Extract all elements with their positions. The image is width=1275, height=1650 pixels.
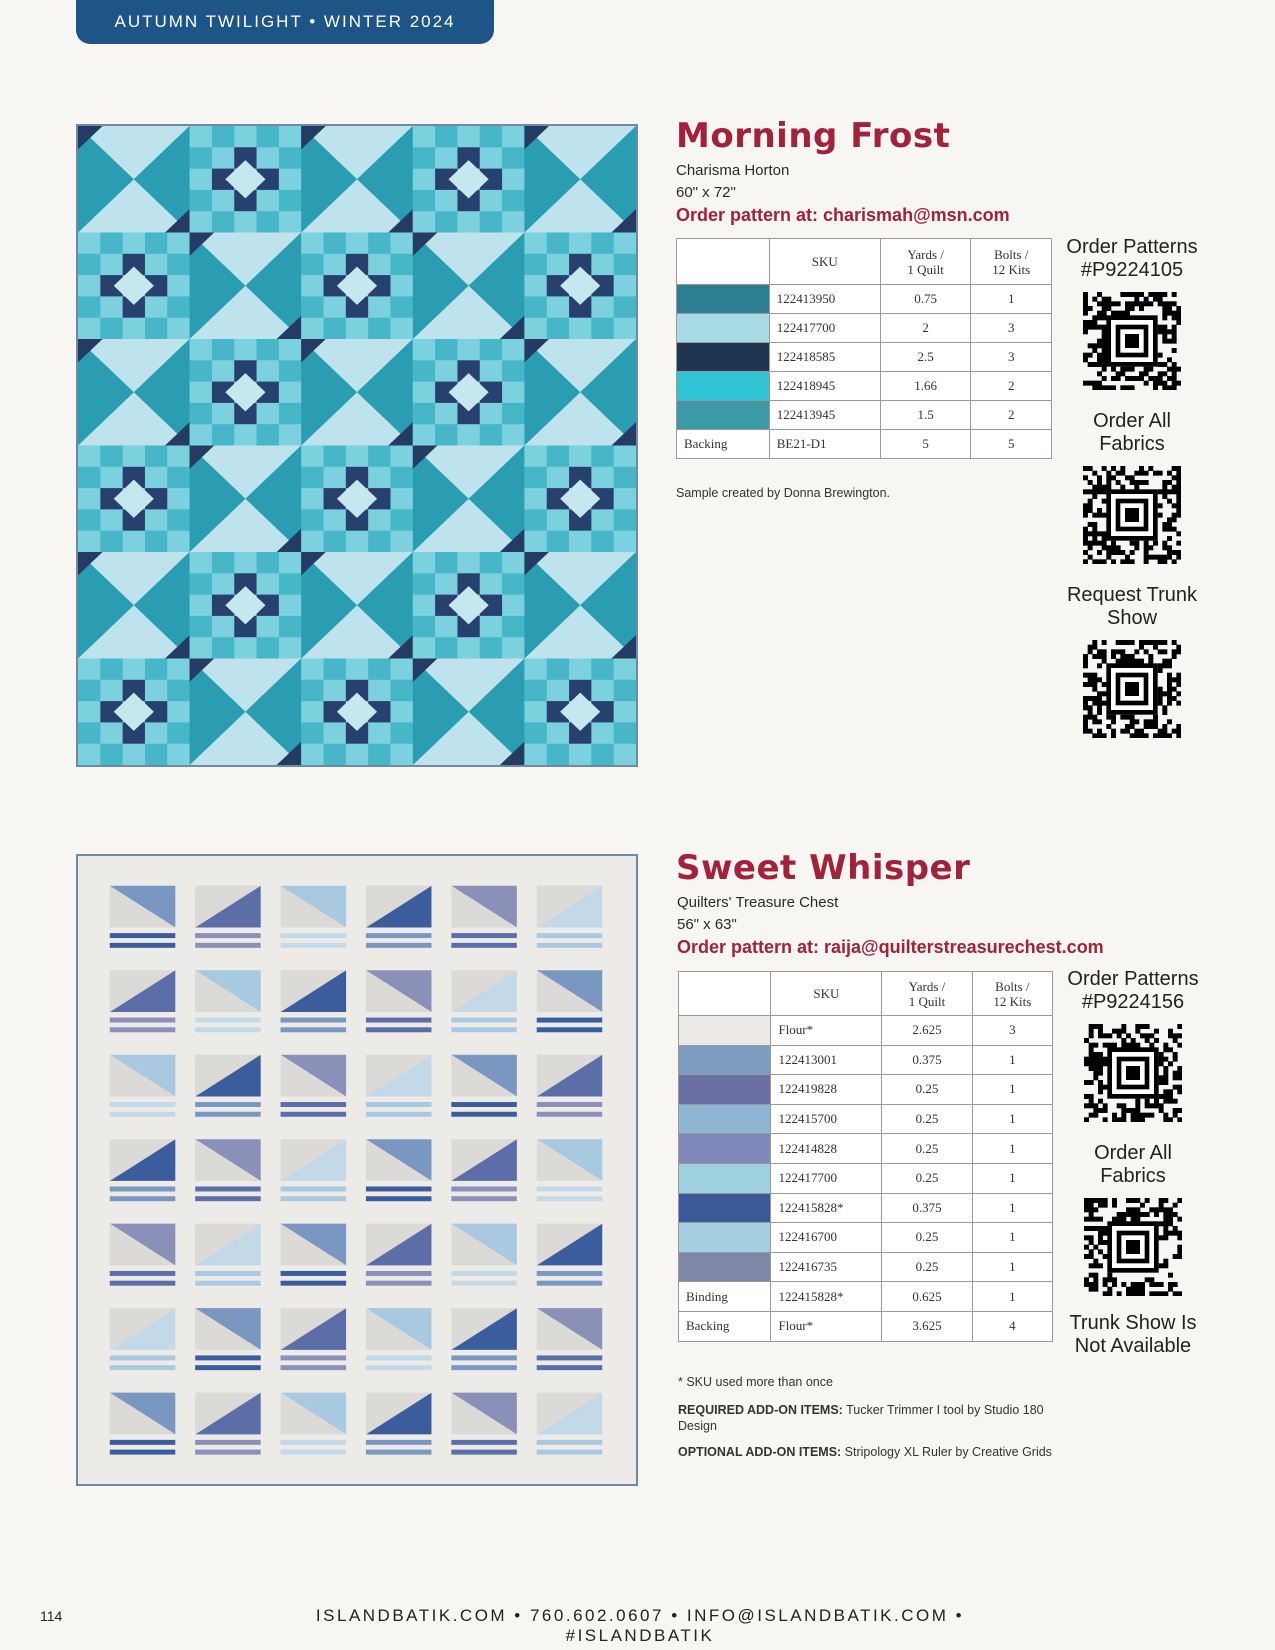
note-line: * SKU used more than once <box>678 1375 833 1389</box>
sku-cell: 122415828* <box>771 1193 882 1223</box>
order-all-fabrics-label[interactable]: Order All Fabrics <box>1093 410 1171 455</box>
bolts-column-header: Bolts / 12 Kits <box>972 972 1052 1016</box>
fabric-row <box>677 401 1052 430</box>
yards-cell: 0.25 <box>882 1075 972 1105</box>
yards-cell: 0.375 <box>882 1045 972 1075</box>
sku-cell: 122413001 <box>771 1045 882 1075</box>
fabric-swatch <box>677 343 770 372</box>
bolts-cell: 1 <box>972 1104 1052 1134</box>
sku-cell: Flour* <box>771 1311 882 1341</box>
note-line: OPTIONAL ADD-ON ITEMS: Stripology XL Ruler by Creative Grids <box>678 1445 1052 1459</box>
fabric-swatch <box>679 1223 771 1253</box>
fabric-swatch <box>679 1252 771 1282</box>
footer-contact-links[interactable]: ISLANDBATIK.COM • 760.602.0607 • INFO@ISLANDBATIK.COM • #ISLANDBATIK <box>315 1606 965 1645</box>
fabric-row <box>679 1016 1053 1046</box>
pattern-title: Morning Frost <box>676 116 951 156</box>
yards-cell: 0.25 <box>882 1252 972 1282</box>
pattern-notes <box>676 485 1056 511</box>
bolts-cell: 1 <box>972 1282 1052 1312</box>
yards-cell: 1.66 <box>880 372 971 401</box>
bolts-cell: 3 <box>972 1016 1052 1046</box>
morning-frost-quilt-image <box>76 124 638 767</box>
yards-cell: 0.25 <box>882 1163 972 1193</box>
fabric-row <box>679 1193 1053 1223</box>
swatch-column-header <box>679 972 771 1016</box>
sweet-whisper-quilt-image <box>76 854 638 1486</box>
bolts-cell: 4 <box>972 1311 1052 1341</box>
bolts-cell: 2 <box>971 372 1052 401</box>
bolts-cell: 1 <box>972 1075 1052 1105</box>
yards-column-header: Yards / 1 Quilt <box>880 239 971 285</box>
bolts-cell: 1 <box>972 1134 1052 1164</box>
fabric-row <box>679 1311 1053 1341</box>
fabric-swatch <box>677 372 770 401</box>
bolts-cell: 3 <box>971 343 1052 372</box>
quilt-size: 60" x 72" <box>676 184 736 201</box>
bolts-cell: 2 <box>971 401 1052 430</box>
sku-cell: Flour* <box>771 1016 882 1046</box>
sku-column-header: SKU <box>769 239 880 285</box>
order-patterns-qr-code[interactable] <box>1084 1024 1182 1122</box>
yards-column-header: Yards / 1 Quilt <box>882 972 972 1016</box>
bolts-cell: 5 <box>971 430 1052 459</box>
fabric-row <box>677 343 1052 372</box>
fabric-swatch <box>679 1163 771 1193</box>
fabric-table-header <box>677 239 1052 285</box>
sku-cell: 122416735 <box>771 1252 882 1282</box>
sku-cell: 122415700 <box>771 1104 882 1134</box>
quilt-size: 56" x 63" <box>677 916 737 933</box>
fabric-table-header <box>679 972 1053 1016</box>
bolts-cell: 3 <box>971 314 1052 343</box>
bolts-cell: 1 <box>972 1252 1052 1282</box>
order-patterns-qr-code[interactable] <box>1083 292 1181 390</box>
swatch-column-header <box>677 239 770 285</box>
designer-name: Quilters' Treasure Chest <box>677 894 839 911</box>
sku-cell: 122418945 <box>769 372 880 401</box>
designer-name: Charisma Horton <box>676 162 790 179</box>
fabric-swatch <box>677 314 770 343</box>
sku-cell: 122417700 <box>771 1163 882 1193</box>
order-all-fabrics-label[interactable]: Order All Fabrics <box>1094 1142 1172 1187</box>
sku-cell: 122416700 <box>771 1223 882 1253</box>
fabric-row <box>679 1104 1053 1134</box>
fabric-swatch <box>679 1134 771 1164</box>
fabric-row <box>677 430 1052 459</box>
fabric-table <box>676 238 1052 459</box>
fabric-swatch <box>677 401 770 430</box>
bolts-cell: 1 <box>972 1163 1052 1193</box>
fabric-row <box>679 1282 1053 1312</box>
yards-cell: 2.625 <box>882 1016 972 1046</box>
fabric-row <box>679 1163 1053 1193</box>
order-all-fabrics-qr-code[interactable] <box>1084 1198 1182 1296</box>
row-label: Backing <box>677 430 770 459</box>
note-line: REQUIRED ADD-ON ITEMS: Tucker Trimmer I tool by Studio 180 Design <box>678 1403 1044 1433</box>
row-label: Binding <box>679 1282 771 1312</box>
yards-cell: 0.25 <box>882 1104 972 1134</box>
fabric-row <box>677 285 1052 314</box>
order-pattern-link[interactable]: Order pattern at: charismah@msn.com <box>676 205 1010 225</box>
pattern-meta <box>677 892 1104 958</box>
pattern-title: Sweet Whisper <box>676 848 971 888</box>
trunk-show-unavailable-label: Trunk Show Is Not Available <box>1069 1312 1197 1357</box>
bolts-cell: 1 <box>972 1223 1052 1253</box>
yards-cell: 1.5 <box>880 401 971 430</box>
page-footer <box>0 1606 1275 1645</box>
bolts-cell: 1 <box>972 1193 1052 1223</box>
fabric-row <box>679 1223 1053 1253</box>
sku-cell: BE21-D1 <box>769 430 880 459</box>
yards-cell: 0.625 <box>882 1282 972 1312</box>
sku-cell: 122413945 <box>769 401 880 430</box>
row-label: Backing <box>679 1311 771 1341</box>
order-patterns-label[interactable]: Order Patterns #P9224156 <box>1067 968 1199 1013</box>
sku-cell: 122419828 <box>771 1075 882 1105</box>
order-patterns-label[interactable]: Order Patterns #P9224105 <box>1066 236 1198 281</box>
fabric-row <box>679 1075 1053 1105</box>
catalog-header-tab: AUTUMN TWILIGHT • WINTER 2024 <box>76 0 494 44</box>
yards-cell: 0.25 <box>882 1134 972 1164</box>
yards-cell: 5 <box>880 430 971 459</box>
yards-cell: 3.625 <box>882 1311 972 1341</box>
pattern-meta <box>676 160 1010 226</box>
fabric-table <box>678 971 1053 1342</box>
sku-column-header: SKU <box>771 972 882 1016</box>
sku-cell: 122415828* <box>771 1282 882 1312</box>
fabric-row <box>677 372 1052 401</box>
order-pattern-link[interactable]: Order pattern at: raija@quilterstreasurechest.com <box>677 937 1104 957</box>
sku-cell: 122418585 <box>769 343 880 372</box>
fabric-swatch <box>679 1045 771 1075</box>
bolts-column-header: Bolts / 12 Kits <box>971 239 1052 285</box>
yards-cell: 0.25 <box>882 1223 972 1253</box>
bolts-cell: 1 <box>972 1045 1052 1075</box>
fabric-swatch <box>677 285 770 314</box>
sku-cell: 122414828 <box>771 1134 882 1164</box>
yards-cell: 0.75 <box>880 285 971 314</box>
fabric-row <box>679 1134 1053 1164</box>
fabric-row <box>677 314 1052 343</box>
yards-cell: 2 <box>880 314 971 343</box>
note-line: Sample created by Donna Brewington. <box>676 486 891 500</box>
sku-cell: 122413950 <box>769 285 880 314</box>
order-all-fabrics-qr-code[interactable] <box>1083 466 1181 564</box>
yards-cell: 0.375 <box>882 1193 972 1223</box>
fabric-swatch <box>679 1016 771 1046</box>
bolts-cell: 1 <box>971 285 1052 314</box>
yards-cell: 2.5 <box>880 343 971 372</box>
fabric-row <box>679 1045 1053 1075</box>
fabric-swatch <box>679 1104 771 1134</box>
pattern-notes <box>678 1374 1058 1470</box>
request-trunk-show-label[interactable]: Request Trunk Show <box>1066 584 1198 629</box>
page-number: 114 <box>40 1608 63 1624</box>
sku-cell: 122417700 <box>769 314 880 343</box>
fabric-row <box>679 1252 1053 1282</box>
request-trunk-show-qr-code[interactable] <box>1083 640 1181 738</box>
fabric-swatch <box>679 1193 771 1223</box>
fabric-swatch <box>679 1075 771 1105</box>
